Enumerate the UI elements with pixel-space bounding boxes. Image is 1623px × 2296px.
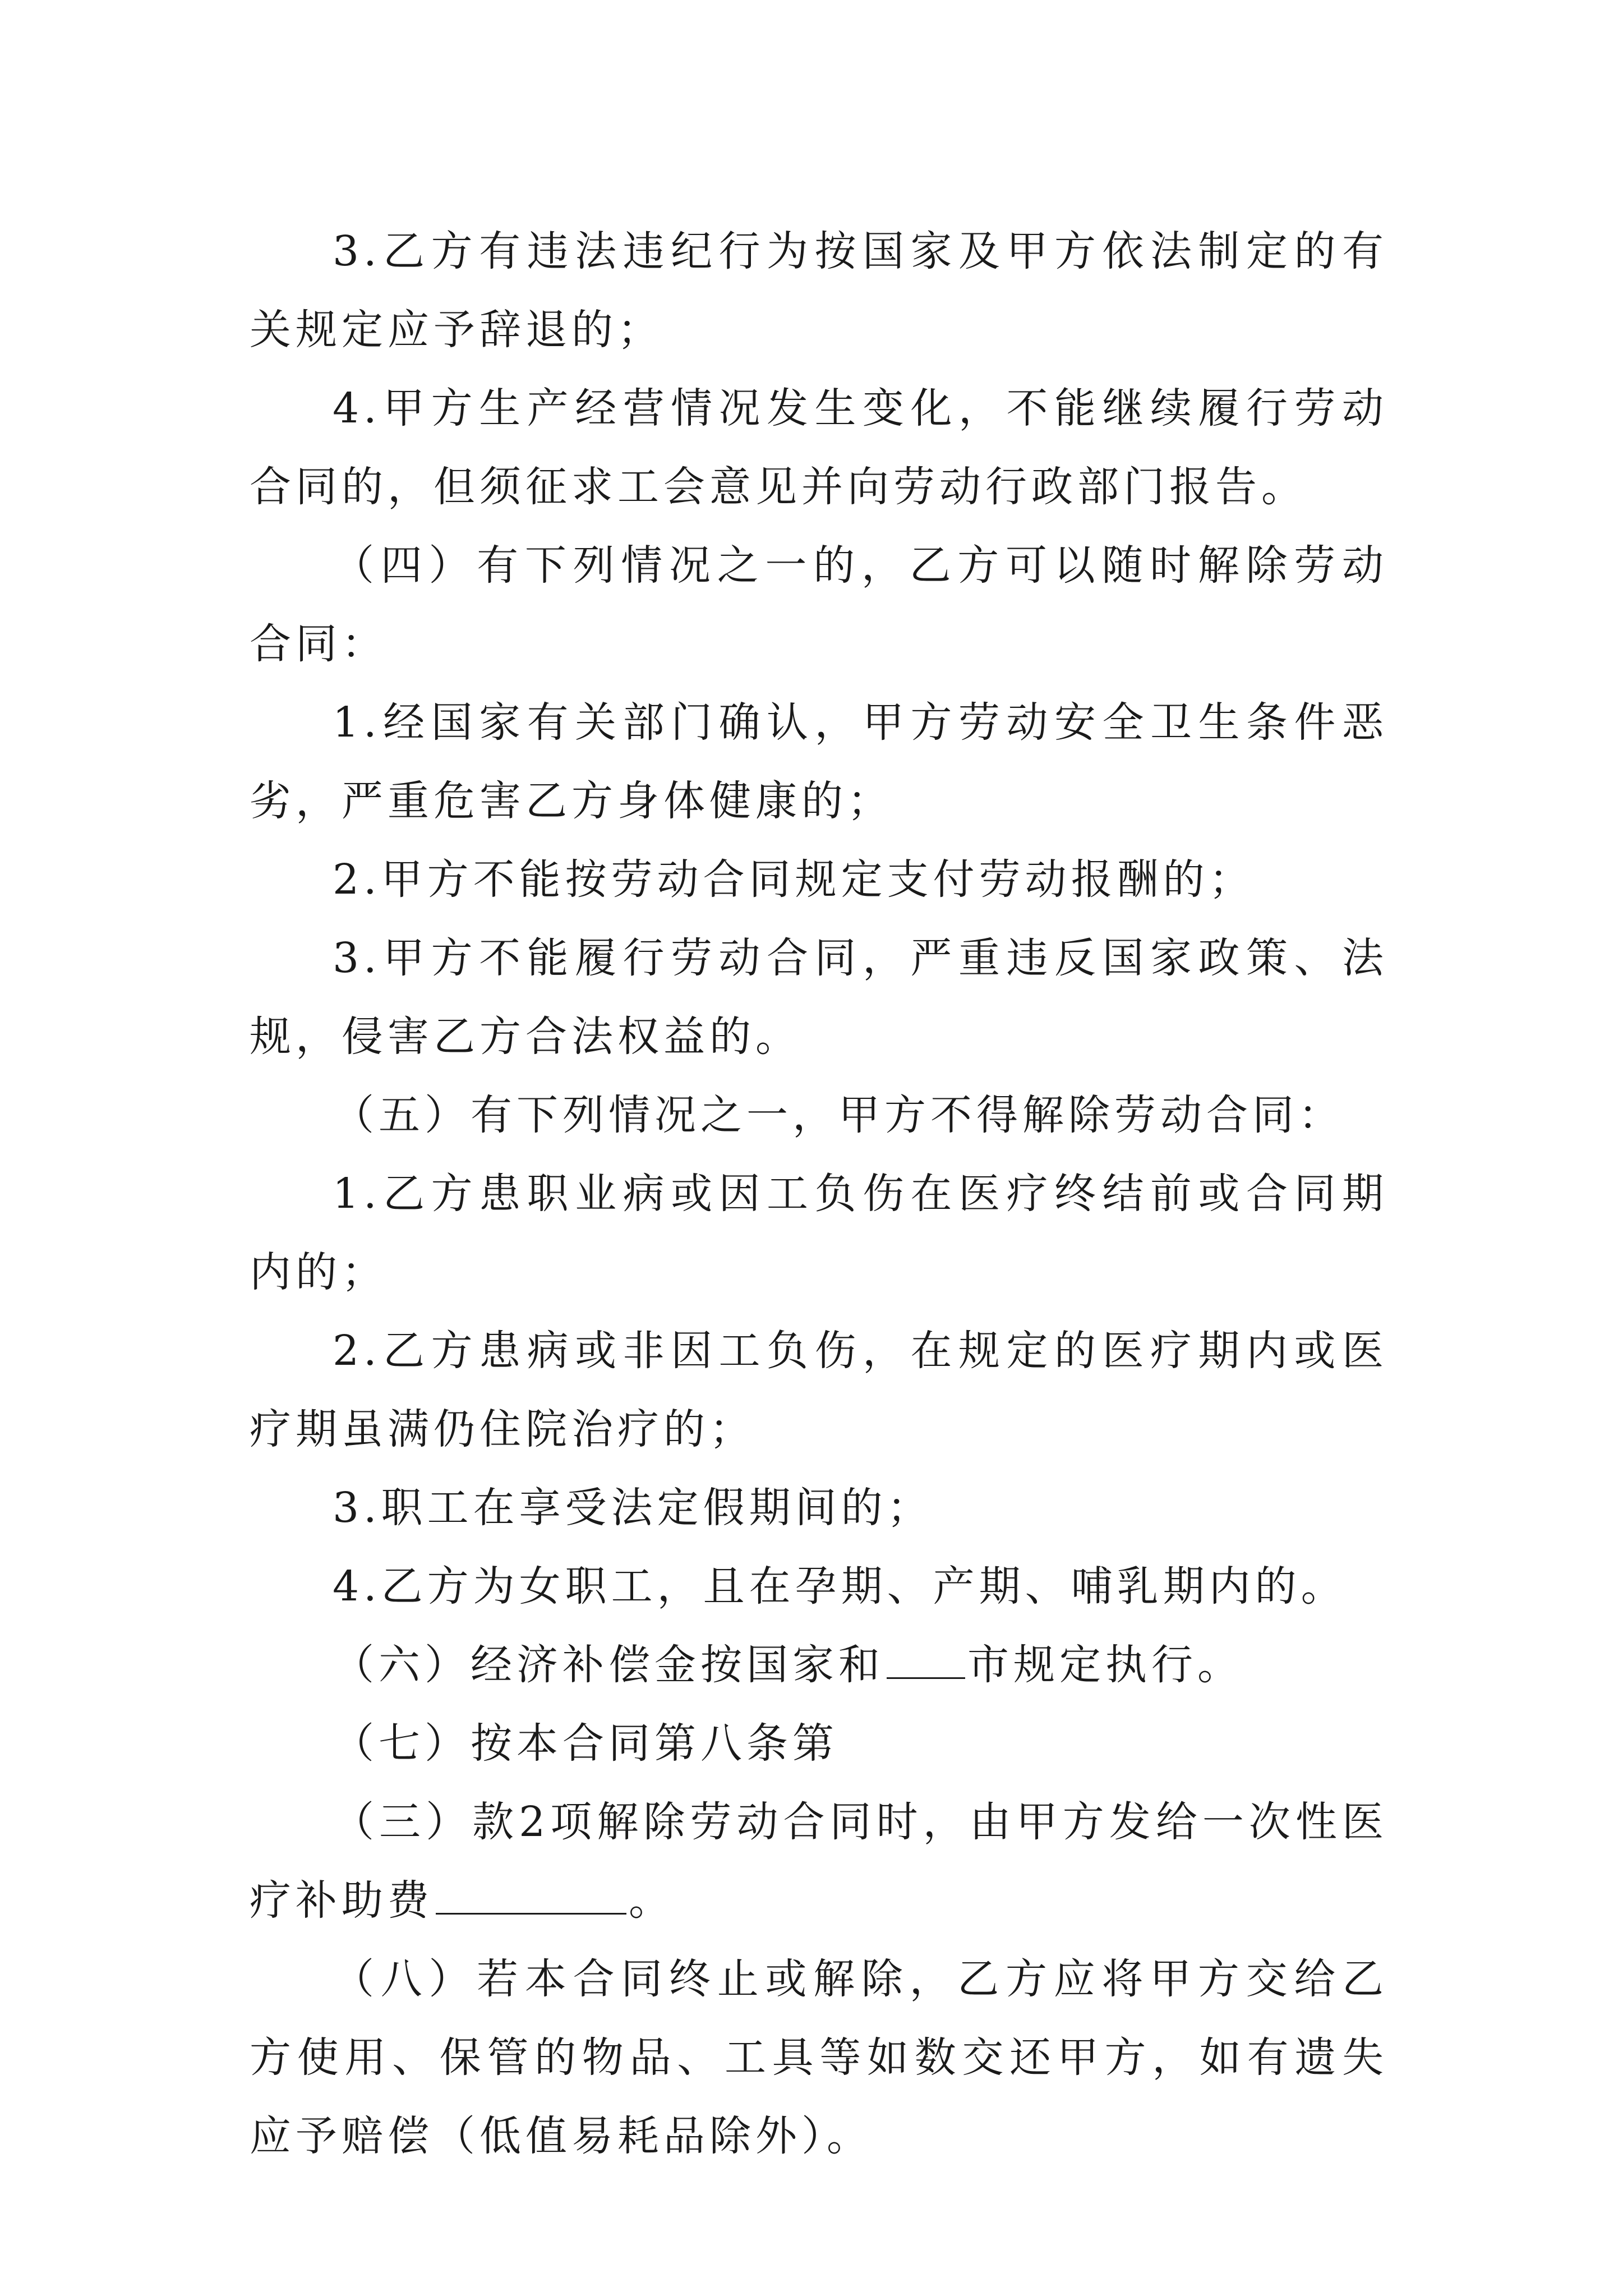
section-heading: （七）按本合同第八条第 [333,1719,838,1768]
fill-in-blank-amount [436,1879,626,1915]
compensation-text-after: 市规定执行。 [967,1641,1243,1689]
paragraph: 1.乙方患职业病或因工负伤在医疗终结前或合同期内的； [250,1170,1388,1296]
section-heading: （五）有下列情况之一，甲方不得解除劳动合同： [333,1091,1344,1139]
paragraph: 1.经国家有关部门确认，甲方劳动安全卫生条件恶劣，严重危害乙方身体健康的； [250,698,1388,825]
paragraph-medical-subsidy [250,1783,1388,1940]
paragraph: 2.乙方患病或非因工负伤，在规定的医疗期内或医疗期虽满仍住院治疗的； [250,1327,1388,1453]
paragraph: 3.乙方有违法违纪行为按国家及甲方依法制定的有关规定应予辞退的； [250,227,1388,354]
medical-text-before: （三）款2项解除劳动合同时，由甲方发给一次性医疗补助费 [250,1798,1388,1925]
paragraph: 3.甲方不能履行劳动合同，严重违反国家政策、法规，侵害乙方合法权益的。 [250,934,1388,1061]
fill-in-blank-city [887,1644,965,1679]
document-body [250,212,1388,2175]
paragraph: 4.甲方生产经营情况发生变化，不能继续履行劳动合同的，但须征求工会意见并向劳动行政部门报告。 [250,384,1388,511]
section-heading: （四）有下列情况之一的，乙方可以随时解除劳动合同： [250,541,1388,668]
paragraph: 2.甲方不能按劳动合同规定支付劳动报酬的； [333,855,1255,904]
paragraph-compensation [250,1626,1388,1704]
compensation-text-before: （六）经济补偿金按国家和 [333,1641,884,1689]
paragraph: 3.职工在享受法定假期间的； [333,1484,933,1532]
paragraph: （八）若本合同终止或解除，乙方应将甲方交给乙方使用、保管的物品、工具等如数交还甲方，如有遗失应予赔偿（低值易耗品除外）。 [250,1955,1388,2160]
paragraph: 4.乙方为女职工，且在孕期、产期、哺乳期内的。 [333,1562,1347,1611]
medical-text-after: 。 [629,1876,675,1925]
